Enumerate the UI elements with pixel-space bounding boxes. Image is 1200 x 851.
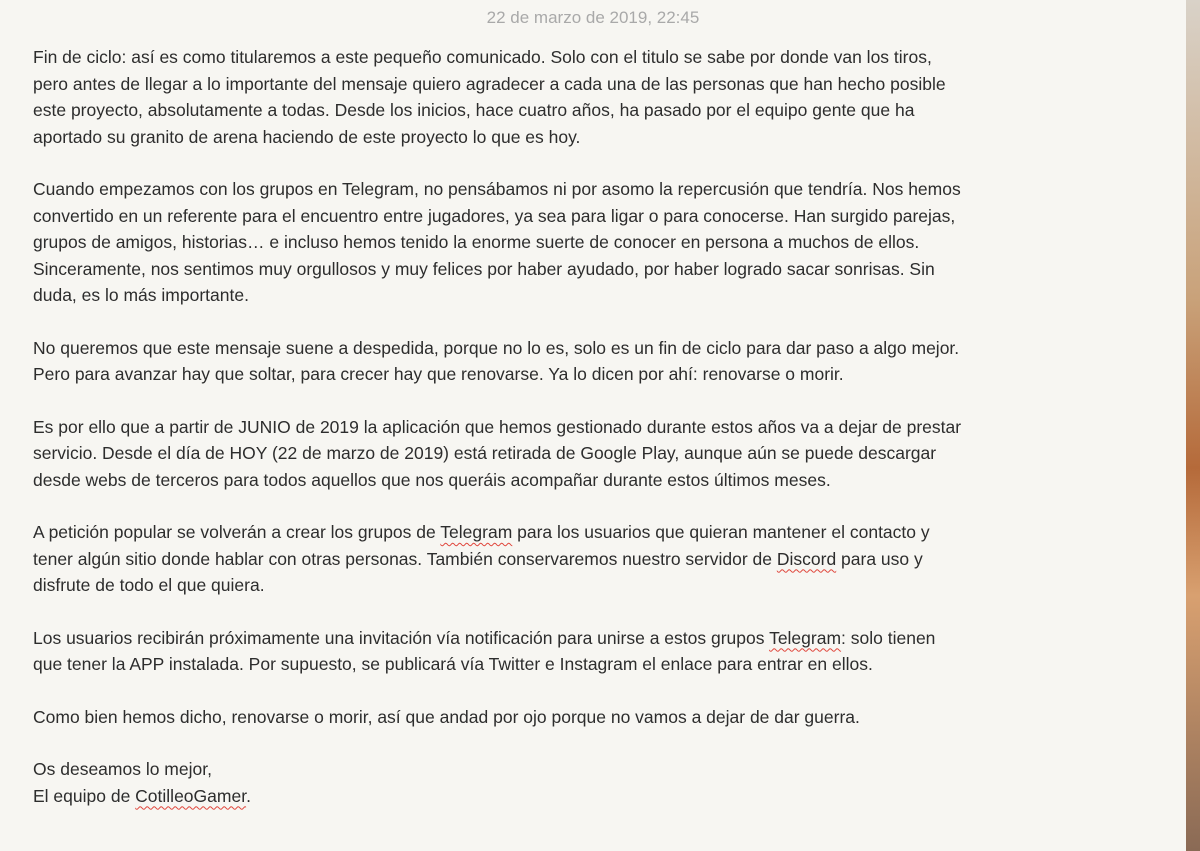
text-line (33, 625, 1173, 652)
text-segment: para los usuarios que quieran mantener el contacto y (512, 522, 930, 542)
text-line: Pero para avanzar hay que soltar, para crecer hay que renovarse. Ya lo dicen por ahí: renovarse o morir. (33, 364, 844, 384)
note-timestamp: 22 de marzo de 2019, 22:45 (486, 8, 700, 27)
misspelled-word: Discord (776, 548, 837, 569)
text-line (33, 519, 1173, 546)
text-line: Fin de ciclo: así es como titularemos a este pequeño comunicado. Solo con el titulo se sabe por donde van los tiros, (33, 47, 932, 67)
text-line: Como bien hemos dicho, renovarse o morir, así que andad por ojo porque no vamos a dejar de dar guerra. (33, 706, 860, 727)
text-line: Os deseamos lo mejor, (33, 759, 212, 779)
paragraph-7 (33, 704, 1173, 731)
text-line: No queremos que este mensaje suene a despedida, porque no lo es, solo es un fin de ciclo para dar paso a algo mejor. (33, 337, 960, 358)
text-segment: A petición popular se volverán a crear los grupos de (33, 522, 441, 542)
paragraph-4 (33, 414, 1173, 494)
paragraph-3 (33, 335, 1173, 388)
text-line (33, 783, 1173, 810)
note-body[interactable] (33, 44, 1173, 835)
text-line: duda, es lo más importante. (33, 285, 249, 305)
text-line: convertido en un referente para el encuentro entre jugadores, ya sea para ligar o para conocerse. Han surgido parejas, (33, 205, 956, 226)
text-line: disfrute de todo el que quiera. (33, 575, 265, 595)
misspelled-word: CotilleoGamer (135, 785, 247, 806)
text-line: pero antes de llegar a lo importante del mensaje quiero agradecer a cada una de las personas que han hecho posible (33, 73, 946, 94)
text-line: Es por ello que a partir de JUNIO de 2019 la aplicación que hemos gestionado durante estos años va a dejar de prestar (33, 416, 962, 437)
text-segment: Los usuarios recibirán próximamente una invitación vía notificación para unirse a estos grupos (33, 627, 770, 648)
paragraph-8 (33, 756, 1173, 809)
paragraph-1 (33, 44, 1173, 150)
text-segment: . (246, 785, 251, 806)
text-line: Cuando empezamos con los grupos en Telegram, no pensábamos ni por asomo la repercusión que tendría. Nos hemos (33, 179, 961, 199)
text-line: Sinceramente, nos sentimos muy orgullosos y muy felices por haber ayudado, por haber logrado sacar sonrisas. Sin (33, 258, 935, 279)
paragraph-5 (33, 519, 1173, 599)
text-line: aportado su granito de arena haciendo de este proyecto lo que es hoy. (33, 126, 581, 147)
paragraph-2 (33, 176, 1173, 309)
misspelled-word: Telegram (769, 627, 842, 648)
text-segment: El equipo de (33, 785, 136, 806)
text-line: servicio. Desde el día de HOY (22 de marzo de 2019) está retirada de Google Play, aunque aún se puede descargar (33, 443, 937, 463)
text-segment: : solo tienen (841, 627, 936, 648)
misspelled-word: Telegram (440, 522, 513, 542)
paragraph-6 (33, 625, 1173, 678)
text-line (33, 546, 1173, 573)
desktop-wallpaper-edge (1186, 0, 1200, 851)
text-segment: tener algún sitio donde hablar con otras personas. También conservaremos nuestro servidor de (33, 548, 777, 569)
text-segment: para uso y (836, 548, 923, 569)
text-line: que tener la APP instalada. Por supuesto, se publicará vía Twitter e Instagram el enlace para entrar en ellos. (33, 654, 873, 674)
text-line: grupos de amigos, historias… e incluso hemos tenido la enorme suerte de conocer en persona a muchos de ellos. (33, 232, 920, 252)
text-line: desde webs de terceros para todos aquellos que nos queráis acompañar durante estos últimos meses. (33, 469, 831, 490)
text-line: este proyecto, absolutamente a todas. Desde los inicios, hace cuatro años, ha pasado por el equipo gente que ha (33, 100, 915, 120)
